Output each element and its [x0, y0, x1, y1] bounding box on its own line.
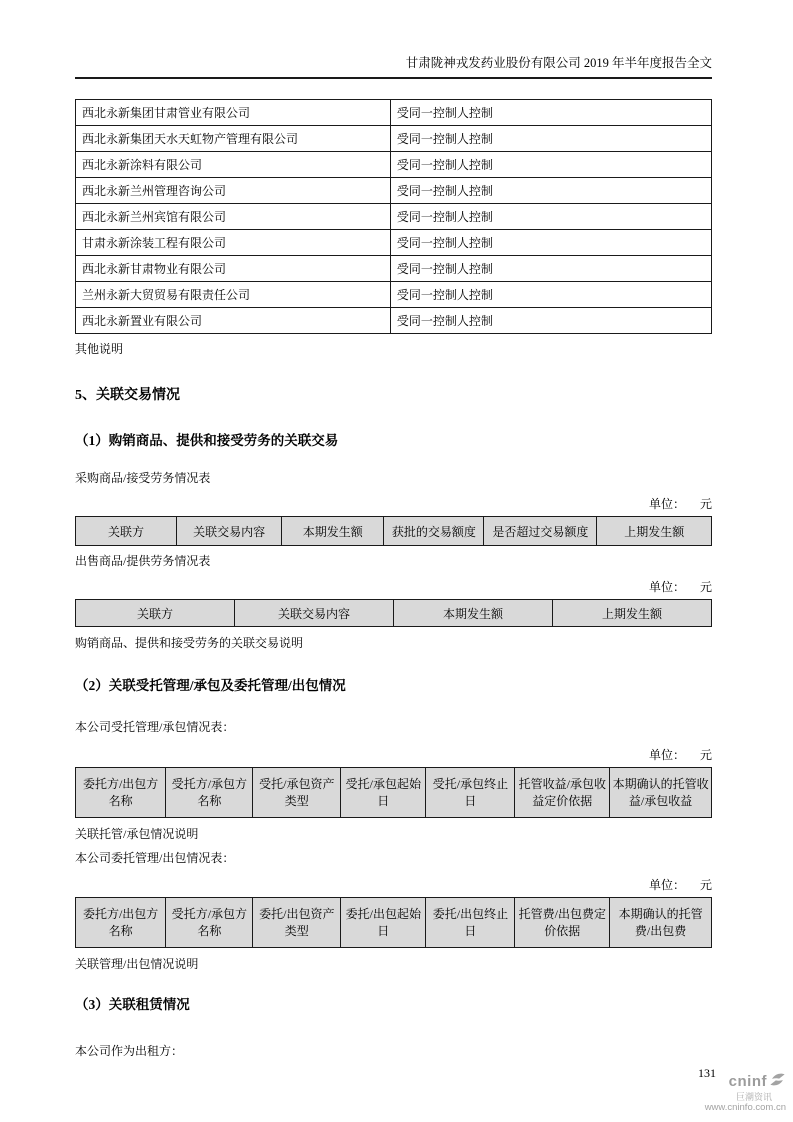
table-row [76, 178, 712, 204]
column-header: 关联方 [76, 517, 177, 546]
table-header-row [76, 898, 712, 948]
column-header: 本期确认的托管收益/承包收益 [610, 768, 712, 818]
related-party-name: 西北永新兰州管理咨询公司 [76, 178, 391, 204]
sales-table [75, 599, 712, 627]
subsection-1-title: （1）购销商品、提供和接受劳务的关联交易 [75, 433, 339, 449]
table-row [76, 308, 712, 334]
column-header: 受托/承包起始日 [341, 768, 426, 818]
page-number: 131 [698, 1066, 716, 1080]
related-parties-table [75, 99, 712, 334]
entrusted-management-table [75, 767, 712, 818]
related-party-relation: 受同一控制人控制 [390, 152, 711, 178]
table-row [76, 126, 712, 152]
column-header: 受托/承包终止日 [426, 768, 515, 818]
unit-value: 元 [699, 878, 712, 893]
related-party-relation: 受同一控制人控制 [390, 204, 711, 230]
subsection-2-title: （2）关联受托管理/承包及委托管理/出包情况 [75, 678, 346, 694]
watermark-brand-row [705, 1072, 786, 1092]
related-party-relation: 受同一控制人控制 [390, 178, 711, 204]
unit-value: 元 [699, 497, 712, 512]
other-note: 其他说明 [75, 342, 124, 357]
column-header: 是否超过交易额度 [484, 517, 597, 546]
related-party-name: 西北永新甘肃物业有限公司 [76, 256, 391, 282]
watermark-brand-text: cninf [728, 1072, 767, 1090]
column-header: 关联交易内容 [177, 517, 282, 546]
unit-row [75, 497, 712, 511]
related-party-relation: 受同一控制人控制 [390, 126, 711, 152]
related-party-name: 西北永新集团天水天虹物产管理有限公司 [76, 126, 391, 152]
column-header: 本期发生额 [282, 517, 384, 546]
outsourced-table-caption: 本公司委托管理/出包情况表： [75, 851, 235, 866]
column-header: 上期发生额 [553, 600, 712, 627]
column-header: 关联方 [76, 600, 235, 627]
report-header-title: 甘肃陇神戎发药业股份有限公司 2019 年半年度报告全文 [405, 56, 712, 70]
subsection-3-title: （3）关联租赁情况 [75, 997, 190, 1013]
page-content [75, 0, 712, 1059]
cninfo-swirl-icon [769, 1072, 786, 1092]
entrusted-table-caption: 本公司受托管理/承包情况表： [75, 720, 235, 735]
column-header: 委托/出包起始日 [341, 898, 426, 948]
unit-label: 单位： [648, 748, 685, 763]
related-party-name: 西北永新置业有限公司 [76, 308, 391, 334]
column-header: 委托方/出包方名称 [76, 768, 166, 818]
related-party-relation: 受同一控制人控制 [390, 256, 711, 282]
column-header: 托管收益/承包收益定价依据 [515, 768, 610, 818]
column-header: 上期发生额 [597, 517, 712, 546]
column-header: 委托/出包终止日 [426, 898, 515, 948]
unit-label: 单位： [648, 878, 685, 893]
entrusted-note: 关联托管/承包情况说明 [75, 827, 199, 842]
unit-row [75, 878, 712, 892]
lessor-caption: 本公司作为出租方： [75, 1044, 184, 1059]
related-party-name: 西北永新兰州宾馆有限公司 [76, 204, 391, 230]
section-5-title: 5、关联交易情况 [75, 388, 180, 404]
related-party-relation: 受同一控制人控制 [390, 308, 711, 334]
related-party-relation: 受同一控制人控制 [390, 100, 711, 126]
related-party-name: 甘肃永新涂装工程有限公司 [76, 230, 391, 256]
purchase-table-caption: 采购商品/接受劳务情况表 [75, 471, 211, 486]
related-party-name: 兰州永新大贸贸易有限责任公司 [76, 282, 391, 308]
column-header: 本期确认的托管费/出包费 [610, 898, 712, 948]
watermark-chinese-name: 巨潮资讯 [735, 1091, 772, 1102]
unit-row [75, 748, 712, 762]
table-row [76, 256, 712, 282]
related-party-name: 西北永新涂料有限公司 [76, 152, 391, 178]
related-party-relation: 受同一控制人控制 [390, 282, 711, 308]
unit-label: 单位： [648, 497, 685, 512]
column-header: 委托/出包资产类型 [253, 898, 341, 948]
column-header: 受托方/承包方名称 [166, 768, 253, 818]
sales-table-caption: 出售商品/提供劳务情况表 [75, 554, 211, 569]
purchase-table [75, 516, 712, 546]
column-header: 受托/承包资产类型 [253, 768, 341, 818]
column-header: 委托方/出包方名称 [76, 898, 166, 948]
outsourced-note: 关联管理/出包情况说明 [75, 957, 199, 972]
table-row [76, 100, 712, 126]
table-row [76, 152, 712, 178]
unit-value: 元 [699, 748, 712, 763]
unit-label: 单位： [648, 580, 685, 595]
watermark-url: www.cninfo.com.cn [704, 1102, 786, 1114]
header-rule [75, 77, 712, 79]
column-header: 获批的交易额度 [384, 517, 484, 546]
unit-value: 元 [699, 580, 712, 595]
column-header: 受托方/承包方名称 [166, 898, 253, 948]
outsourced-management-table [75, 897, 712, 948]
table-row [76, 204, 712, 230]
table-row [76, 282, 712, 308]
column-header: 托管费/出包费定价依据 [515, 898, 610, 948]
related-party-name: 西北永新集团甘肃管业有限公司 [76, 100, 391, 126]
table-header-row [76, 600, 712, 627]
table-header-row [76, 768, 712, 818]
cninfo-watermark [705, 1072, 786, 1114]
purchase-sales-note: 购销商品、提供和接受劳务的关联交易说明 [75, 636, 304, 651]
related-party-relation: 受同一控制人控制 [390, 230, 711, 256]
table-row [76, 230, 712, 256]
column-header: 本期发生额 [394, 600, 553, 627]
table-header-row [76, 517, 712, 546]
column-header: 关联交易内容 [235, 600, 394, 627]
unit-row [75, 580, 712, 594]
